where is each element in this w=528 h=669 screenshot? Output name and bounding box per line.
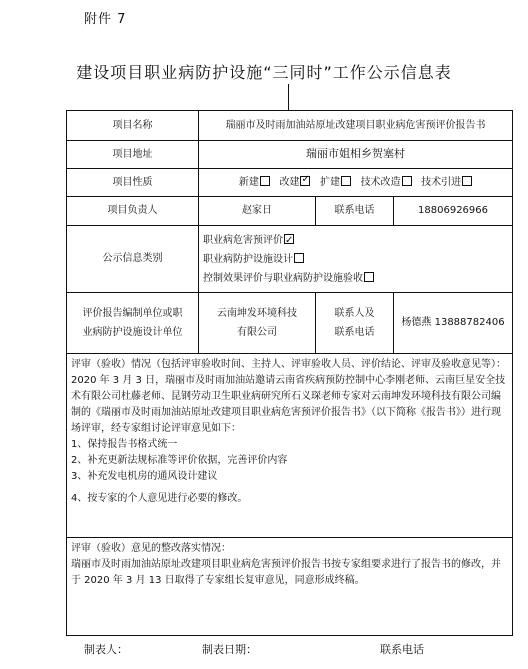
review-section bbox=[67, 354, 513, 538]
row-rectification bbox=[67, 538, 513, 636]
project-address-value: 瑞丽市姐相乡贺塞村 bbox=[199, 141, 513, 169]
category-option-pre-evaluation[interactable]: 职业病危害预评价✓ bbox=[203, 231, 508, 250]
page-title: 建设项目职业病防护设施“三同时”工作公示信息表 bbox=[76, 63, 452, 82]
category-checkbox-control-acceptance[interactable] bbox=[364, 272, 374, 282]
nature-option-rebuild[interactable]: 改建✓ bbox=[279, 177, 310, 188]
row-project-address bbox=[67, 141, 513, 169]
nature-checkbox-expand[interactable] bbox=[341, 176, 351, 186]
publicity-category-options bbox=[199, 226, 513, 293]
project-leader-value: 赵家日 bbox=[199, 197, 316, 226]
project-nature-label: 项目性质 bbox=[67, 169, 199, 197]
review-item-1: 1、保持报告书格式统一 bbox=[71, 439, 178, 450]
category-checkbox-pre-evaluation[interactable] bbox=[284, 234, 294, 244]
nature-option-expand[interactable]: 扩建 bbox=[320, 177, 351, 188]
nature-option-tech-import[interactable]: 技术引进 bbox=[421, 177, 472, 188]
compiler-contact-value: 杨德燕 13888782406 bbox=[394, 293, 513, 354]
leader-contact-value: 18806926966 bbox=[394, 197, 513, 226]
compiler-value: 云南坤发环境科技 有限公司 bbox=[199, 293, 316, 354]
nature-checkbox-tech-import[interactable] bbox=[462, 176, 472, 186]
attachment-label: 附件 7 bbox=[84, 12, 127, 27]
footer-date-label: 制表日期： bbox=[202, 643, 257, 656]
rectification-paragraph: 瑞丽市及时雨加油站原址改建项目职业病危害预评价报告书按专家组要求进行了报告书的修改，并于 2020 年 3 月 13 日取得了专家组长复审意见，同意形成终稿。 bbox=[71, 559, 501, 586]
row-project-leader bbox=[67, 197, 513, 226]
footer-phone-label: 联系电话 bbox=[380, 643, 424, 656]
publicity-info-table bbox=[66, 110, 513, 636]
project-leader-label: 项目负责人 bbox=[67, 197, 199, 226]
rectification-section bbox=[67, 538, 513, 636]
review-item-3: 3、补充发电机房的通风设计建议 bbox=[71, 471, 218, 482]
title-connector-line bbox=[288, 84, 289, 110]
row-compiler bbox=[67, 293, 513, 354]
footer-maker-label: 制表人： bbox=[84, 643, 128, 656]
nature-checkbox-tech-reform[interactable] bbox=[402, 176, 412, 186]
publicity-category-label: 公示信息类别 bbox=[67, 226, 199, 293]
leader-contact-label: 联系电话 bbox=[316, 197, 394, 226]
nature-option-tech-reform[interactable]: 技术改造 bbox=[361, 177, 412, 188]
review-paragraph: 2020 年 3 月 3 日，瑞丽市及时雨加油站邀请云南省疾病预防控制中心李刚老师、云南巨星安全技术有限公司杜藤老师、昆钢劳动卫生职业病研究所石义琛老师专家对云南坤发环境科技有限公司编制的《瑞丽市及时雨加油站原址改建项目职业病危害预评价报告书》（以下简称《报告书》）进行现场评审，经专家组讨论评审意见如下： bbox=[71, 375, 506, 434]
rectification-heading: 评审（验收）意见的整改落实情况： bbox=[71, 543, 231, 554]
project-nature-options bbox=[199, 169, 513, 197]
row-review bbox=[67, 354, 513, 538]
row-project-nature bbox=[67, 169, 513, 197]
row-project-name bbox=[67, 111, 513, 141]
category-option-protection-design[interactable]: 职业病防护设施设计 bbox=[203, 250, 508, 269]
project-name-value: 瑞丽市及时雨加油站原址改建项目职业病危害预评价报告书 bbox=[199, 111, 513, 141]
review-item-4: 4、按专家的个人意见进行必要的修改。 bbox=[71, 493, 248, 504]
review-heading: 评审（验收）情况（包括评审验收时间、主持人、评审验收人员、评价结论、评审及验收意见等）： bbox=[71, 359, 506, 370]
compiler-contact-label: 联系人及 联系电话 bbox=[316, 293, 394, 354]
row-publicity-category bbox=[67, 226, 513, 293]
compiler-label: 评价报告编制单位或职 业病防护设施设计单位 bbox=[67, 293, 199, 354]
nature-option-new[interactable]: 新建 bbox=[239, 177, 270, 188]
category-checkbox-protection-design[interactable] bbox=[294, 253, 304, 263]
project-address-label: 项目地址 bbox=[67, 141, 199, 169]
project-name-label: 项目名称 bbox=[67, 111, 199, 141]
nature-checkbox-new[interactable] bbox=[260, 176, 270, 186]
category-option-control-acceptance[interactable]: 控制效果评价与职业病防护设施验收 bbox=[203, 269, 508, 288]
review-item-2: 2、补充更新法规标准等评价依据，完善评价内容 bbox=[71, 455, 288, 466]
nature-checkbox-rebuild[interactable] bbox=[300, 176, 310, 186]
